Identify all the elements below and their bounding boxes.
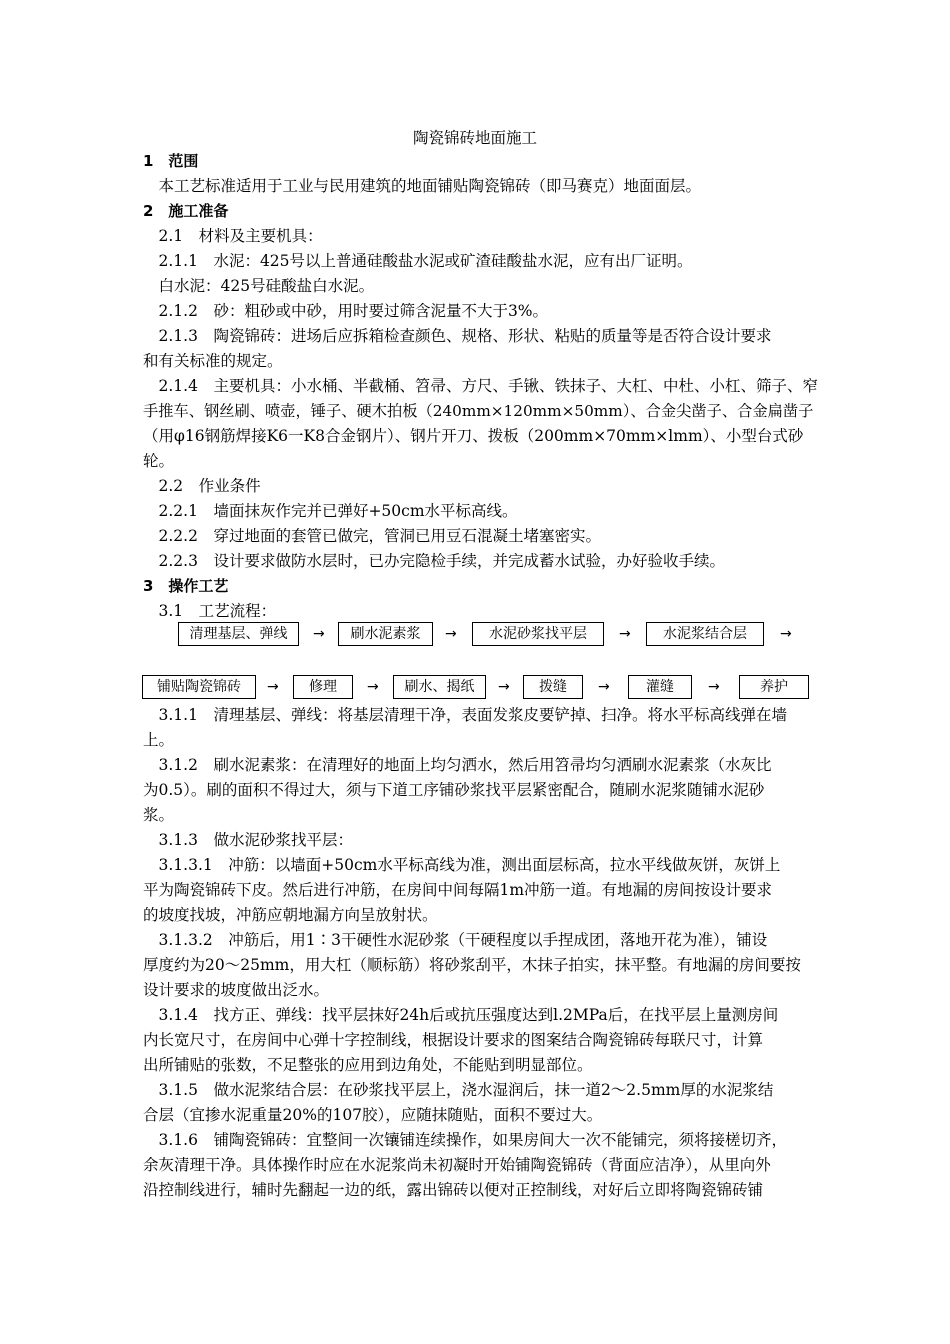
paragraph: 和有关标准的规定。 [143,352,283,370]
paragraph: 2.1.1 水泥：425号以上普通硅酸盐水泥或矿渣硅酸盐水泥，应有出厂证明。 [143,252,693,270]
paragraph: 2.1.2 砂：粗砂或中砂，用时要过筛含泥量不大于3%。 [143,302,549,320]
paragraph: 3.1.3 做水泥砂浆找平层： [143,831,353,849]
flow-step: 拨缝 [523,675,583,699]
paragraph: 2.1.3 陶瓷锦砖：进场后应拆箱检查颜色、规格、形状、粘贴的质量等是否符合设计要求 [143,327,772,345]
paragraph: 厚度约为20～25mm，用大杠（顺标筋）将砂浆刮平，木抹子拍实，抹平整。有地漏的房间要按 [143,956,801,974]
heading-preparation: 2 施工准备 [143,202,229,220]
paragraph: （用φ16钢筋焊接K6一K8合金钢片）、钢片开刀、拨板（200mm×70mm×lmm）、小型台式砂 [143,427,804,445]
arrow-icon: → [598,679,610,695]
paragraph: 2.2.1 墙面抹灰作完并已弹好+50cm水平标高线。 [143,502,518,520]
flow-step: 铺贴陶瓷锦砖 [142,675,256,699]
arrow-icon: → [267,679,279,695]
paragraph: 白水泥：425号硅酸盐白水泥。 [143,277,375,295]
paragraph: 为0.5）。刷的面积不得过大，须与下道工序铺砂浆找平层紧密配合，随刷水泥浆随铺水泥砂 [143,781,765,799]
paragraph: 2.2 作业条件 [143,477,261,495]
paragraph: 3.1.2 刷水泥素浆：在清理好的地面上均匀洒水，然后用笤帚均匀洒刷水泥素浆（水灰比 [143,756,772,774]
heading-operation: 3 操作工艺 [143,577,229,595]
paragraph: 平为陶瓷锦砖下皮。然后进行冲筋，在房间中间每隔1m冲筋一道。有地漏的房间按设计要求 [143,881,773,899]
paragraph: 合层（宜掺水泥重量20%的107胶），应随抹随贴，面积不要过大。 [143,1106,603,1124]
paragraph: 2.1 材料及主要机具： [143,227,323,245]
paragraph: 出所铺贴的张数，不足整张的应用到边角处，不能贴到明显部位。 [143,1056,593,1074]
paragraph: 设计要求的坡度做出泛水。 [143,981,330,999]
paragraph: 的坡度找坡，冲筋应朝地漏方向呈放射状。 [143,906,438,924]
paragraph: 3.1.6 铺陶瓷锦砖：宜整间一次镶铺连续操作，如果房间大一次不能铺完，须将接槎切齐， [143,1131,787,1149]
flow-step: 养护 [739,675,809,699]
flow-step: 刷水、揭纸 [393,675,486,699]
paragraph: 沿控制线进行，辅时先翻起一边的纸，露出锦砖以便对正控制线，对好后立即将陶瓷锦砖铺 [143,1181,764,1199]
paragraph: 3.1.5 做水泥浆结合层：在砂浆找平层上，浇水湿润后，抹一道2～2.5mm厚的水泥浆结 [143,1081,774,1099]
arrow-icon: → [445,626,457,642]
heading-scope: 1 范围 [143,152,199,170]
paragraph: 浆。 [143,806,175,824]
flow-step: 水泥浆结合层 [646,622,764,646]
flow-step: 修理 [293,675,353,699]
paragraph: 3.1.3.1 冲筋：以墙面+50cm水平标高线为准，测出面层标高，拉水平线做灰饼，灰饼上 [143,856,781,874]
paragraph: 3.1.1 清理基层、弹线：将基层清理干净，表面发浆皮要铲掉、扫净。将水平标高线弹在墙 [143,706,787,724]
flow-step: 水泥砂浆找平层 [472,622,604,646]
arrow-icon: → [708,679,720,695]
paragraph: 3.1.3.2 冲筋后，用1∶3干硬性水泥砂浆（干硬程度以手捏成团，落地开花为准），铺设 [143,931,768,949]
arrow-icon: → [619,626,631,642]
arrow-icon: → [313,626,325,642]
paragraph: 2.2.2 穿过地面的套管已做完，管洞已用豆石混凝土堵塞密实。 [143,527,601,545]
paragraph: 2.1.4 主要机具：小水桶、半截桶、笤帚、方尺、手锹、铁抹子、大杠、中杜、小杠、筛子、窄 [143,377,818,395]
paragraph: 本工艺标准适用于工业与民用建筑的地面铺贴陶瓷锦砖（即马赛克）地面面层。 [143,177,702,195]
flow-step: 刷水泥素浆 [338,622,433,646]
arrow-icon: → [367,679,379,695]
arrow-icon: → [780,626,792,642]
paragraph: 余灰清理干净。具体操作时应在水泥浆尚未初凝时开始铺陶瓷锦砖（背面应洁净），从里向外 [143,1156,771,1174]
arrow-icon: → [498,679,510,695]
flow-step: 灌缝 [628,675,692,699]
paragraph: 内长宽尺寸，在房间中心弹十字控制线，根据设计要求的图案结合陶瓷锦砖每联尺寸，计算 [143,1031,764,1049]
paragraph: 上。 [143,731,175,749]
paragraph: 手推车、钢丝刷、喷壶，锤子、硬木拍板（240mm×120mm×50mm）、合金尖凿子、合金扁凿子 [143,402,814,420]
paragraph: 2.2.3 设计要求做防水层时，已办完隐检手续，并完成蓄水试验，办好验收手续。 [143,552,725,570]
paragraph: 3.1.4 找方正、弹线：找平层抹好24h后或抗压强度达到l.2MPa后，在找平层上量测房间 [143,1006,779,1024]
paragraph: 3.1 工艺流程： [143,602,277,620]
flow-step: 清理基层、弹线 [178,622,299,646]
paragraph: 轮。 [143,452,175,470]
document-title: 陶瓷锦砖地面施工 [412,129,537,147]
